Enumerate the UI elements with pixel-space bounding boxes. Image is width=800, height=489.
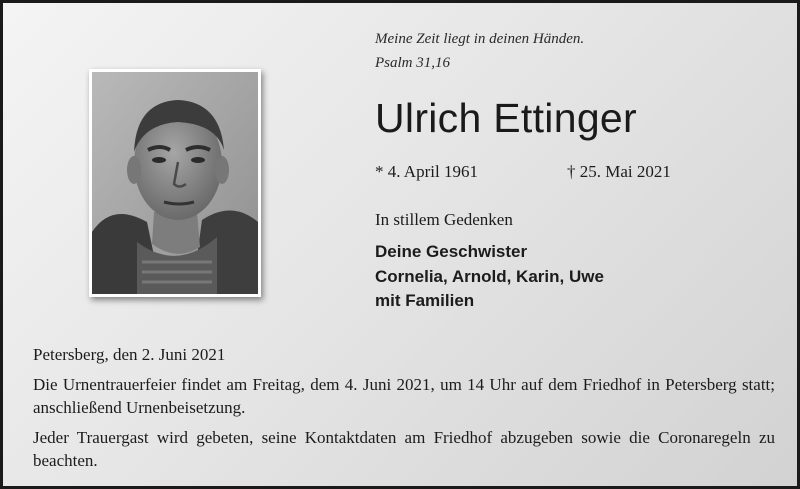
quote-reference: Psalm 31,16 [375, 55, 450, 71]
bible-quote [375, 27, 584, 75]
funeral-info: Die Urnentrauerfeier findet am Freitag, dem 4. Juni 2021, um 14 Uhr auf dem Friedhof in Petersberg statt; anschließend Urnenbeisetzung. [33, 375, 775, 417]
mourners-list [375, 240, 604, 314]
death-date: † 25. Mai 2021 [567, 162, 671, 181]
mourners-line: Deine Geschwister [375, 242, 528, 261]
birth-date: * 4. April 1961 [375, 162, 478, 181]
place-and-date: Petersberg, den 2. Juni 2021 [33, 345, 226, 364]
corona-info: Jeder Trauergast wird gebeten, seine Kontaktdaten am Friedhof abzugeben sowie die Coronaregeln zu beachten. [33, 428, 775, 470]
mourners-line: Cornelia, Arnold, Karin, Uwe [375, 266, 604, 286]
mourners-line: mit Familien [375, 291, 475, 310]
portrait-photo [92, 72, 258, 294]
portrait-photo-frame [89, 69, 261, 297]
mourning-intro: In stillem Gedenken [375, 210, 513, 229]
deceased-name: Ulrich Ettinger [375, 95, 637, 141]
quote-text: Meine Zeit liegt in deinen Händen. [375, 31, 585, 47]
